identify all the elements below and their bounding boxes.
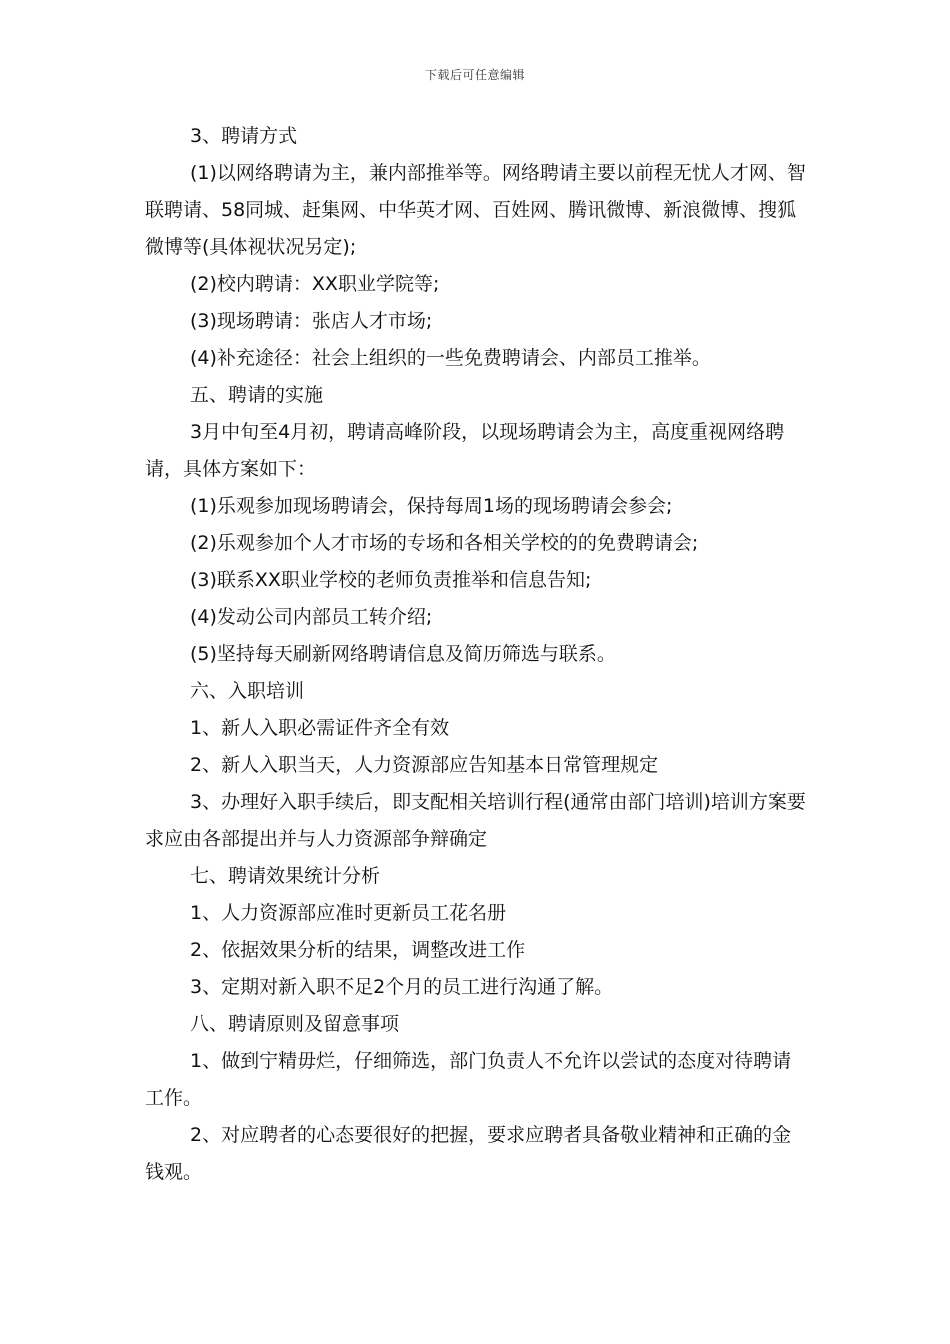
page-header-note: 下载后可任意编辑 xyxy=(424,68,525,82)
list-item-roster-update: 1、人力资源部应准时更新员工花名册 xyxy=(190,902,507,924)
list-item-first-day: 2、新人入职当天，人力资源部应告知基本日常管理规定 xyxy=(190,754,659,776)
list-item-training-plan: 3、办理好入职手续后，即支配相关培训行程(通常由部门培训)培训方案要求应由各部提出并与人力资源部争辩确定 xyxy=(145,791,806,850)
list-item-employee-referral: (4)发动公司内部员工转介绍; xyxy=(190,606,433,628)
heading-recruitment-methods: 3、聘请方式 xyxy=(190,125,298,147)
list-item-adjust-work: 2、依据效果分析的结果，调整改进工作 xyxy=(190,939,526,961)
list-item-quality-first: 1、做到宁精毋烂，仔细筛选，部门负责人不允许以尝试的态度对待聘请工作。 xyxy=(145,1050,792,1109)
heading-section-seven: 七、聘请效果统计分析 xyxy=(190,865,381,887)
list-item-talent-market: (2)乐观参加个人才市场的专场和各相关学校的的免费聘请会; xyxy=(190,532,699,554)
document-body xyxy=(145,118,810,1191)
list-item-school-contact: (3)联系XX职业学校的老师负责推举和信息告知; xyxy=(190,569,592,591)
paragraph-implementation-intro: 3月中旬至4月初，聘请高峰阶段，以现场聘请会为主，高度重视网络聘请，具体方案如下： xyxy=(145,421,785,480)
list-item-applicant-attitude: 2、对应聘者的心态要很好的把握，要求应聘者具备敬业精神和正确的金钱观。 xyxy=(145,1124,792,1183)
list-item-documents: 1、新人入职必需证件齐全有效 xyxy=(190,717,450,739)
paragraph-campus-recruitment: (2)校内聘请：XX职业学院等; xyxy=(190,273,440,295)
heading-section-five: 五、聘请的实施 xyxy=(190,384,324,406)
paragraph-onsite-recruitment: (3)现场聘请：张店人才市场; xyxy=(190,310,433,332)
heading-section-eight: 八、聘请原则及留意事项 xyxy=(190,1013,400,1035)
paragraph-supplementary-channels: (4)补充途径：社会上组织的一些免费聘请会、内部员工推举。 xyxy=(190,347,711,369)
paragraph-online-recruitment: (1)以网络聘请为主，兼内部推举等。网络聘请主要以前程无忧人才网、智联聘请、58同城、赶集网、中华英才网、百姓网、腾讯微博、新浪微博、搜狐微博等(具体视状况另定); xyxy=(145,162,806,258)
heading-section-six: 六、入职培训 xyxy=(190,680,305,702)
list-item-online-refresh: (5)坚持每天刷新网络聘请信息及简历筛选与联系。 xyxy=(190,643,616,665)
list-item-new-hire-followup: 3、定期对新入职不足2个月的员工进行沟通了解。 xyxy=(190,976,614,998)
list-item-job-fair: (1)乐观参加现场聘请会，保持每周1场的现场聘请会参会; xyxy=(190,495,673,517)
